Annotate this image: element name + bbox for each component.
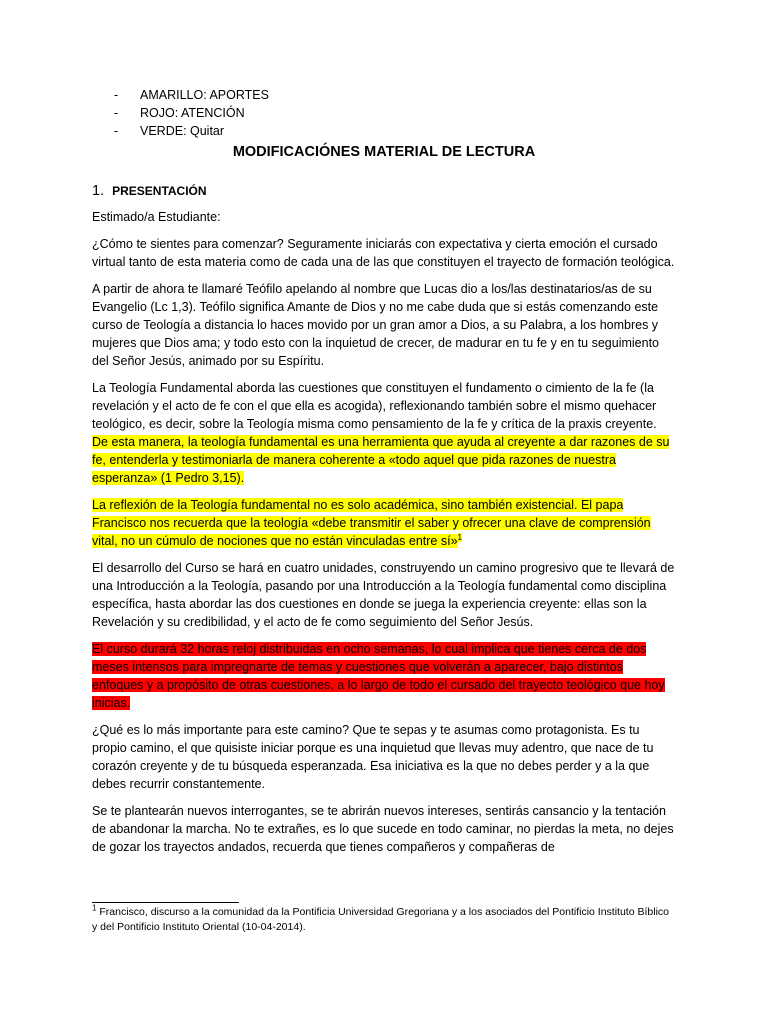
footnote-text: Francisco, discurso a la comunidad da la Pontificia Universidad Gregoriana y a los asociados del Pontificio Instituto Bíblico y del Pontificio Instituto Oriental (10-04-2014). (92, 906, 669, 933)
paragraph (92, 379, 675, 487)
footnote (92, 905, 675, 935)
section-title: PRESENTACIÓN (112, 184, 207, 198)
paragraph-greeting: Estimado/a Estudiante: (92, 210, 221, 224)
paragraph (92, 496, 675, 550)
paragraph-text: La Teología Fundamental aborda las cuestiones que constituyen el fundamento o cimiento de la fe (la revelación y el acto de fe con el que ella es acogida), reflexionando también sobre el mismo quehacer teológico, es decir, sobre la Teología misma como pensamiento de la fe y crítica de la praxis creyente. (92, 381, 657, 431)
legend-label: ROJO: ATENCIÓN (140, 106, 245, 120)
paragraph: ¿Cómo te sientes para comenzar? Seguramente iniciarás con expectativa y cierta emoción el cursado virtual tanto de esta materia como de cada una de las que constituyen el trayecto de formación teológica. (92, 237, 675, 269)
footnote-separator (92, 902, 239, 903)
legend-bullet: - (114, 88, 119, 102)
legend-label: VERDE: Quitar (140, 124, 225, 138)
yellow-highlight-text: La reflexión de la Teología fundamental no es solo académica, sino también existencial. El papa Francisco nos recuerda que la teología «debe transmitir el saber y ofrecer una clave de comprensión vital, no un cúmulo de nociones que no están vinculadas entre sí» (92, 498, 651, 548)
legend-item-red (114, 104, 269, 122)
legend-item-green (114, 122, 269, 140)
red-highlight-text: El curso durará 32 horas reloj distribuidas en ocho semanas, lo cual implica que tienes cerca de dos meses intensos para impregnarte de temas y cuestiones que volverán a aparecer, bajo distintos enfoques y a propósito de otras cuestiones, a lo largo de todo el cursado del trayecto teológico que hoy inicias. (92, 642, 665, 710)
legend-bullet: - (114, 106, 119, 120)
footnote-reference[interactable]: 1 (457, 532, 462, 542)
paragraph: A partir de ahora te llamaré Teófilo apelando al nombre que Lucas dio a los/las destinatarios/as de su Evangelio (Lc 1,3). Teófilo significa Amante de Dios y no me cabe duda que si estás comenzando este curso de Teología a distancia lo haces movido por un gran amor a Dios, a su Palabra, a los hombres y mujeres que Dios ama; y todo esto con la inquietud de crecer, de madurar en tu fe y en tu seguimiento del Señor Jesús, animado por su Espíritu. (92, 282, 659, 368)
paragraph: ¿Qué es lo más importante para este camino? Que te sepas y te asumas como protagonista. Es tu propio camino, el que quisiste iniciar porque es una inquietud que llevas muy adentro, que nace de tu corazón creyente y de tu búsqueda esperanzada. Esa iniciativa es la que no debes perder y a la que debes recurrir constantemente. (92, 723, 654, 791)
legend-item-yellow (114, 86, 269, 104)
legend-bullet: - (114, 124, 119, 138)
paragraph: El desarrollo del Curso se hará en cuatro unidades, construyendo un camino progresivo que te llevará de una Introducción a la Teología, pasando por una Introducción a la Teología fundamental como disciplina específica, hasta abordar las dos cuestiones en donde se juega la experiencia creyente: ellas son la Revelación y su credibilidad, y el acto de fe como seguimiento del Señor Jesús. (92, 561, 675, 629)
color-legend-list (114, 86, 269, 140)
section-heading (92, 182, 207, 200)
document-title: MODIFICACIÓNES MATERIAL DE LECTURA (232, 144, 536, 160)
paragraph: Se te plantearán nuevos interrogantes, se te abrirán nuevos intereses, sentirás cansancio y la tentación de abandonar la marcha. No te extrañes, es lo que sucede en todo caminar, no pierdas la meta, no dejes de gozar los trayectos andados, recuerda que tienes compañeros y compañeras de (92, 804, 674, 854)
section-number: 1. (92, 183, 105, 199)
body-text (92, 208, 675, 865)
yellow-highlight-text: De esta manera, la teología fundamental es una herramienta que ayuda al creyente a dar razones de su fe, entenderla y testimoniarla de manera coherente a «todo aquel que pida razones de nuestra esperanza» (1 Pedro 3,15). (92, 435, 670, 485)
footnote-mark: 1 (92, 903, 97, 913)
paragraph (92, 640, 675, 712)
legend-label: AMARILLO: APORTES (140, 88, 269, 102)
